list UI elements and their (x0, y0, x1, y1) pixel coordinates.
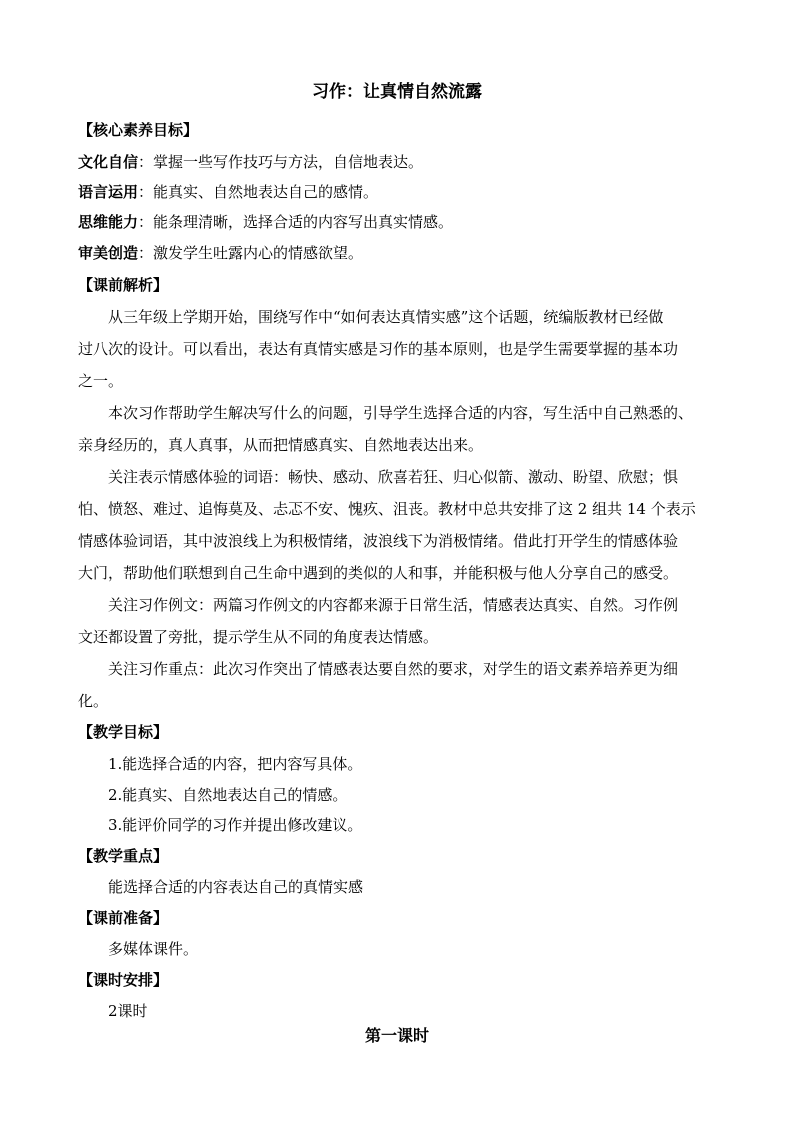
section-heading-key-points: 【教学重点】 (78, 847, 169, 865)
teaching-goal-item: 1.能选择合适的内容，把内容写具体。 (108, 755, 363, 773)
analysis-line: 关注习作例文：两篇习作例文的内容都来源于日常生活，情感表达真实、自然。习作例 (108, 596, 679, 614)
analysis-line: 关注表示情感体验的词语：畅快、感动、欣喜若狂、归心似箭、激动、盼望、欣慰；惧 (108, 468, 679, 486)
analysis-line: 怕、愤怒、难过、追悔莫及、忐忑不安、愧疚、沮丧。教材中总共安排了这 2 组共 14 个表示 (78, 500, 696, 518)
core-goal-text: ：能条理清晰，选择合适的内容写出真实情感。 (138, 213, 454, 231)
core-goal-label: 审美创造 (78, 244, 139, 262)
document-title: 习作：让真情自然流露 (312, 82, 482, 102)
core-goal-text: ：掌握一些写作技巧与方法，自信地表达。 (138, 153, 424, 171)
core-goal-label: 语言运用 (78, 183, 139, 201)
analysis-line: 化。 (78, 692, 109, 710)
key-points-text: 能选择合适的内容表达自己的真情实感 (108, 878, 364, 896)
teaching-goal-item: 2.能真实、自然地表达自己的情感。 (108, 786, 348, 804)
preparation-text: 多媒体课件。 (108, 940, 199, 958)
core-goal-text: ：激发学生吐露内心的情感欲望。 (138, 244, 364, 262)
core-goal-text: ：能真实、自然地表达自己的感情。 (138, 183, 379, 201)
section-heading-teaching-goals: 【教学目标】 (78, 723, 169, 741)
schedule-text: 2课时 (108, 1002, 148, 1020)
core-goal-label: 思维能力 (78, 213, 139, 231)
section-heading-schedule: 【课时安排】 (78, 971, 169, 989)
section-heading-core-goals: 【核心素养目标】 (78, 121, 199, 139)
analysis-line: 大门，帮助他们联想到自己生命中遇到的类似的人和事，并能积极与他人分享自己的感受。 (78, 564, 679, 582)
core-goal-item (78, 211, 726, 233)
analysis-line: 过八次的设计。可以看出，表达有真情实感是习作的基本原则，也是学生需要掌握的基本功 (78, 340, 679, 358)
core-goal-label: 文化自信 (78, 153, 139, 171)
section-heading-preparation: 【课前准备】 (78, 909, 169, 927)
analysis-line: 关注习作重点：此次习作突出了情感表达要自然的要求，对学生的语文素养培养更为细 (108, 660, 679, 678)
analysis-line: 亲身经历的，真人真事，从而把情感真实、自然地表达出来。 (78, 436, 484, 454)
analysis-line: 情感体验词语，其中波浪线上为积极情绪，波浪线下为消极情绪。借此打开学生的情感体验 (78, 532, 679, 550)
teaching-goal-item: 3.能评价同学的习作并提出修改建议。 (108, 816, 363, 834)
core-goal-item (78, 151, 726, 173)
analysis-line: 本次习作帮助学生解决写什么的问题，引导学生选择合适的内容，写生活中自己熟悉的、 (108, 404, 694, 422)
analysis-line: 从三年级上学期开始，围绕写作中“如何表达真情实感”这个话题，统编版教材已经做 (108, 308, 664, 326)
analysis-line: 之一。 (78, 372, 124, 390)
core-goal-item (78, 181, 726, 203)
analysis-line: 文还都设置了旁批，提示学生从不同的角度表达情感。 (78, 628, 439, 646)
core-goal-item (78, 242, 726, 264)
section-heading-analysis: 【课前解析】 (78, 276, 169, 294)
lesson-title: 第一课时 (364, 1026, 429, 1045)
